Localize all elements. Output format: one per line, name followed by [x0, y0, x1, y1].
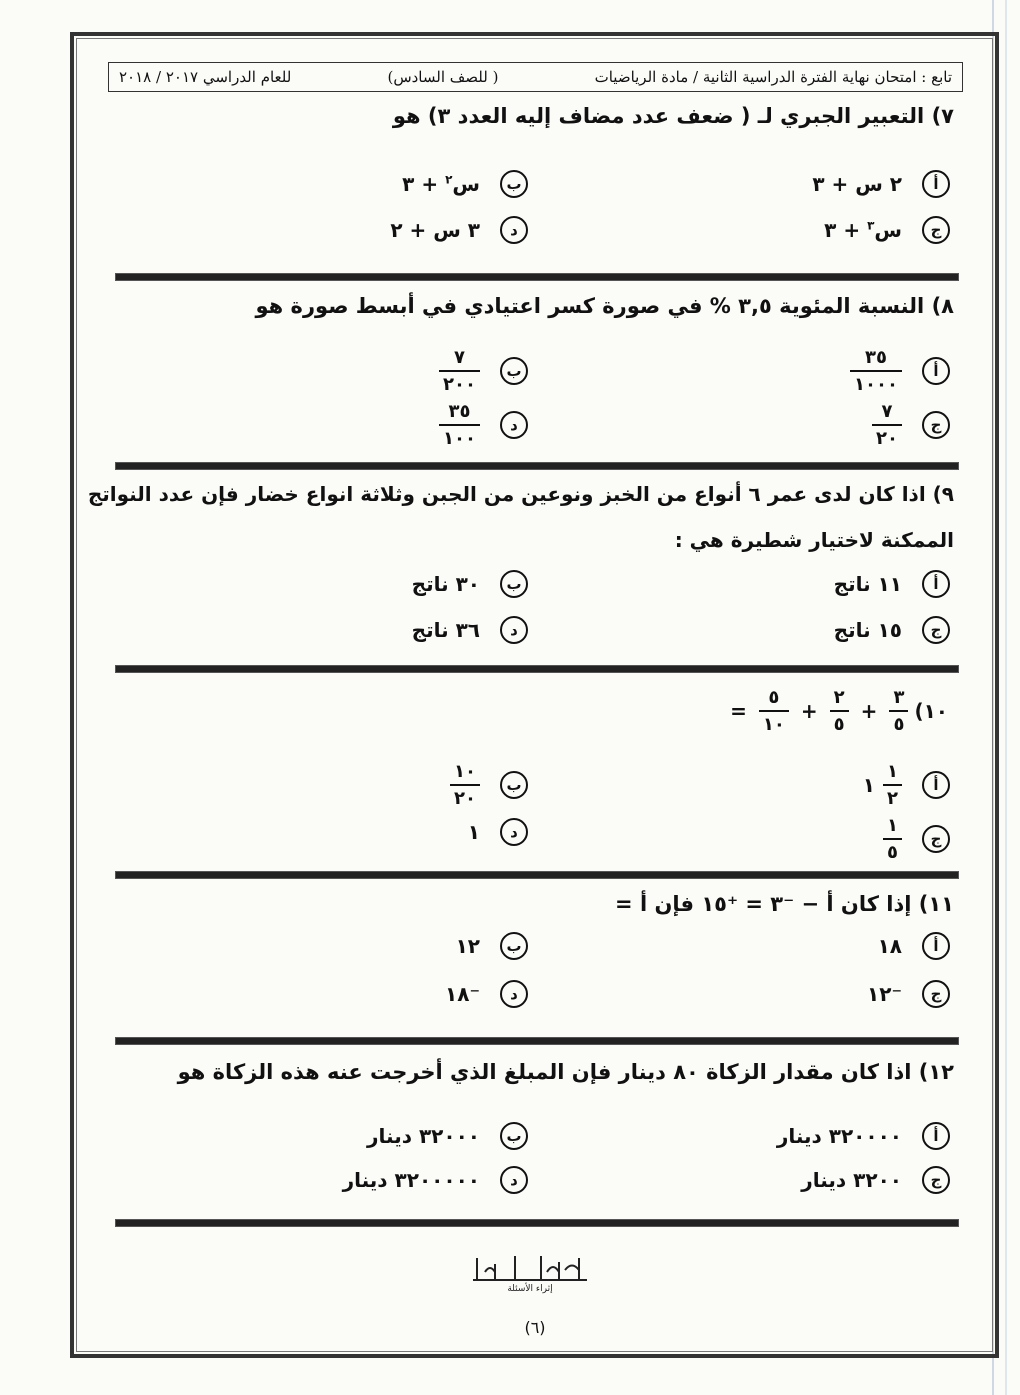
- separator: [116, 274, 958, 280]
- option-text: ⁻١٢: [867, 982, 902, 1006]
- q7-option-b[interactable]: [402, 170, 528, 198]
- separator: [116, 666, 958, 672]
- q9-option-d[interactable]: [412, 616, 528, 644]
- q12-option-b[interactable]: [367, 1122, 528, 1150]
- q8-option-d[interactable]: [439, 402, 528, 449]
- fraction: $\frac{٣٥}{١٠٠}$: [439, 402, 480, 449]
- exam-header: [108, 62, 963, 92]
- question-12-text: ١٢) اذا كان مقدار الزكاة ٨٠ دينار فإن المبلغ الذي أخرجت عنه هذه الزكاة هو: [177, 1060, 954, 1084]
- q12-option-a[interactable]: [777, 1122, 950, 1150]
- fraction: $\frac{٧}{٢٠٠}$: [439, 348, 480, 395]
- option-letter: د: [500, 1166, 528, 1194]
- question-10-label: ١٠): [914, 699, 948, 724]
- option-letter: أ: [922, 932, 950, 960]
- option-letter: ج: [922, 1166, 950, 1194]
- q10-option-a[interactable]: [863, 762, 950, 809]
- q8-option-a[interactable]: [850, 348, 950, 395]
- separator: [116, 463, 958, 469]
- option-letter: د: [500, 411, 528, 439]
- q11-option-c[interactable]: [867, 980, 950, 1008]
- question-8-text: ٨) النسبة المئوية ٣,٥ % في صورة كسر اعتيادي في أبسط صورة هو: [255, 294, 954, 318]
- option-text: ٣٢٠٠ دينار: [801, 1168, 902, 1192]
- header-subject: تابع : امتحان نهاية الفترة الدراسية الثانية / مادة الرياضيات: [594, 68, 952, 86]
- q9-option-c[interactable]: [834, 616, 950, 644]
- option-letter: أ: [922, 357, 950, 385]
- question-9-text-line1: ٩) اذا كان لدى عمر ٦ أنواع من الخبز ونوعين من الجبن وثلاثة انواع خضار فإن عدد النواتج: [87, 482, 954, 506]
- option-letter: أ: [922, 570, 950, 598]
- q9-option-b[interactable]: [412, 570, 528, 598]
- option-letter: أ: [922, 170, 950, 198]
- q7-option-a[interactable]: [812, 170, 950, 198]
- fraction: $\frac{١}{٥}$: [883, 816, 902, 863]
- option-text: ١٨: [877, 934, 902, 958]
- option-text: ٢ س + ٣: [812, 172, 902, 196]
- q11-option-d[interactable]: [445, 980, 528, 1008]
- plus-sign: +: [800, 699, 818, 724]
- option-text: س$^٢$ + ٣: [402, 172, 480, 196]
- equals-sign: =: [730, 699, 747, 724]
- q11-option-a[interactable]: [878, 932, 950, 960]
- option-letter: ب: [500, 771, 528, 799]
- fraction: $\frac{٥}{١٠}$: [759, 688, 789, 735]
- option-letter: ب: [500, 570, 528, 598]
- q11-option-b[interactable]: [456, 932, 528, 960]
- option-text: ١١ ناتج: [833, 572, 902, 596]
- option-text: ٣٠ ناتج: [411, 572, 480, 596]
- option-letter: د: [500, 616, 528, 644]
- fraction: $\frac{١}{٢}$: [883, 762, 902, 809]
- header-year: للعام الدراسي ٢٠١٧ / ٢٠١٨: [119, 68, 292, 86]
- separator: [116, 1038, 958, 1044]
- page-edge-line: [1005, 0, 1007, 1395]
- page-number: (٦): [524, 1318, 546, 1337]
- publisher-logo: [455, 1250, 605, 1294]
- option-letter: ج: [922, 825, 950, 853]
- q8-option-b[interactable]: [439, 348, 528, 395]
- question-10-expression: [718, 688, 948, 735]
- fraction: $\frac{٣}{٥}$: [889, 688, 908, 735]
- option-letter: ب: [500, 932, 528, 960]
- option-letter: ب: [500, 170, 528, 198]
- option-text: ١٢: [455, 934, 480, 958]
- option-text: ٣٢٠٠٠٠ دينار: [776, 1124, 902, 1148]
- separator: [116, 1220, 958, 1226]
- option-letter: د: [500, 818, 528, 846]
- q8-option-c[interactable]: [872, 402, 950, 449]
- option-text: ٣ س + ٢: [390, 218, 480, 242]
- fraction: $\frac{٢}{٥}$: [830, 688, 849, 735]
- q9-option-a[interactable]: [834, 570, 950, 598]
- question-9-text-line2: الممكنة لاختيار شطيرة هي :: [674, 528, 954, 552]
- q10-option-c[interactable]: [883, 816, 950, 863]
- option-letter: د: [500, 216, 528, 244]
- option-letter: أ: [922, 1122, 950, 1150]
- option-letter: ج: [922, 216, 950, 244]
- whole-number: ١: [862, 773, 875, 798]
- option-letter: ب: [500, 1122, 528, 1150]
- option-text: ⁻١٨: [445, 982, 480, 1006]
- header-grade: ( للصف السادس): [387, 68, 499, 86]
- question-7-text: ٧) التعبير الجبري لـ ( ضعف عدد مضاف إليه العدد ٣) هو: [392, 104, 954, 128]
- q12-option-d[interactable]: [343, 1166, 528, 1194]
- option-text: ٣٦ ناتج: [411, 618, 480, 642]
- option-letter: ج: [922, 411, 950, 439]
- q10-option-b[interactable]: [450, 762, 528, 809]
- fraction: $\frac{٧}{٢٠}$: [872, 402, 902, 449]
- option-text: ١٥ ناتج: [833, 618, 902, 642]
- fraction: $\frac{١٠}{٢٠}$: [450, 762, 480, 809]
- option-text: ٣٢٠٠٠ دينار: [367, 1124, 480, 1148]
- option-letter: ج: [922, 980, 950, 1008]
- option-text: ١: [467, 820, 480, 844]
- option-letter: أ: [922, 771, 950, 799]
- separator: [116, 872, 958, 878]
- question-11-text: ١١) إذا كان أ − ⁻٣ = ⁺١٥ فإن أ =: [615, 892, 954, 916]
- option-letter: ب: [500, 357, 528, 385]
- q7-option-c[interactable]: [824, 216, 950, 244]
- option-text: س$^٣$ + ٣: [824, 218, 902, 242]
- option-letter: ج: [922, 616, 950, 644]
- fraction: $\frac{٣٥}{١٠٠٠}$: [850, 348, 902, 395]
- q7-option-d[interactable]: [390, 216, 528, 244]
- q12-option-c[interactable]: [801, 1166, 950, 1194]
- option-letter: د: [500, 980, 528, 1008]
- plus-sign: +: [860, 699, 878, 724]
- option-text: ٣٢٠٠٠٠٠ دينار: [342, 1168, 480, 1192]
- q10-option-d[interactable]: [468, 818, 528, 846]
- logo-text: إثراء الأسئلة: [507, 1284, 553, 1294]
